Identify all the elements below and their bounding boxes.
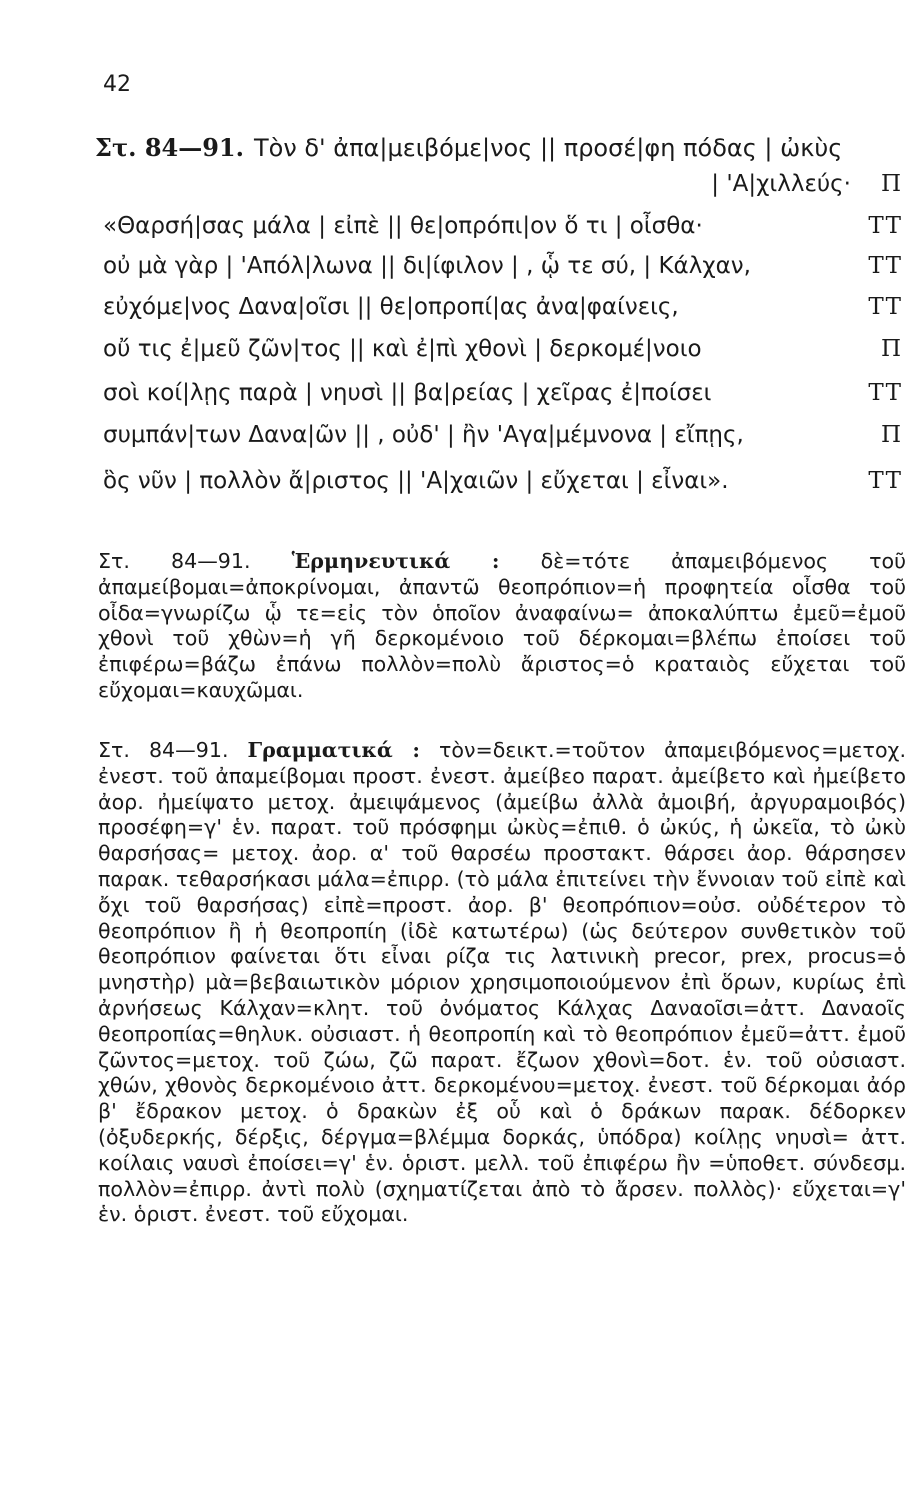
grammatika-label: Στ. 84—91. (98, 738, 229, 762)
hermeneutika-body: δὲ=τότε ἀπαμειβόμενος τοῦ ἀπαμείβομαι=ἀποκρίνομαι, ἀπαντῶ θεοπρόπιον=ἡ προφητεία οἶσθα τοῦ οἶδα=γνωρίζω ᾧ τε=εἰς τὸν ὁποῖον ἀναφαίνω= ἀποκαλύπτω ἐμεῦ=ἐμοῦ χθονὶ τοῦ χθὼν=ἡ γῆ δερκομένοιο τοῦ δέρκομαι=βλέπω ἐποίσει τοῦ ἐπιφέρω=βάζω ἐπάνω πολλὸν=πολὺ ἄριστος=ὁ κραταιὸς εὔχεται τοῦ εὔχομαι=καυχῶμαι. (98, 549, 907, 702)
hermeneutika-section (98, 549, 906, 704)
verse-line (103, 468, 903, 502)
meter-mark: ΤΤ (868, 213, 903, 239)
verse-line (103, 380, 903, 414)
verse-text: οὐ μὰ γὰρ | 'Απόλ|λωνα || δι|ίφιλον | , ᾧ τε σύ, | Κάλχαν, (103, 253, 751, 279)
meter-mark: Π (880, 422, 903, 448)
verse-text: σοὶ κοί|λῃς παρὰ | νηυσὶ || βα|ρείας | χεῖρας ἐ|ποίσει (103, 380, 712, 406)
meter-mark: ΤΤ (868, 380, 903, 406)
meter-mark: ΤΤ (868, 468, 903, 494)
meter-mark: Π (880, 171, 903, 197)
verse-text: εὐχόμε|νος Δανα|οῖσι || θε|οπροπί|ας ἀνα|φαίνεις, (103, 294, 679, 320)
grammatika-body: τὸν=δεικτ.=τοῦτον ἀπαμειβόμενος=μετοχ. ἐνεστ. τοῦ ἀπαμείβομαι προστ. ἐνεστ. ἀμείβεο παρατ. ἀμείβετο καὶ ἠμείβετο ἀορ. ἠμείψατο μετοχ. ἀμειψάμενος (ἀμείβω ἀλλὰ ἀμοιβή, ἀργυραμοιβός) προσέφη=γ' ἑν. παρατ. τοῦ πρόσφημι ὠκὺς=ἐπιθ. ὁ ὠκύς, ἡ ὠκεῖα, τὸ ὠκὺ θαρσήσας= μετοχ. ἀορ. α' τοῦ θαρσέω προστακτ. θάρσει ἀορ. θάρσησεν παρακ. τεθαρσήκασι μάλα=ἐπιρρ. (τὸ μάλα ἐπιτείνει τὴν ἔννοιαν τοῦ εἰπὲ καὶ ὄχι τοῦ θαρσήσας) εἰπὲ=προστ. ἀορ. β' θεοπρόπιον=οὐσ. οὐδέτερον τὸ θεοπρόπιον ἢ ἡ θεοπροπίη (ἰδὲ κατωτέρω) (ὡς δεύτερον συνθετικὸν τοῦ θεοπρόπιον φαίνεται ὅτι εἶναι ρίζα τις λατινικὴ precor, prex, procus=ὁ μνηστὴρ) μὰ=βεβαιωτικὸν μόριον χρησιμοποιούμενον ἐπὶ ὅρων, κυρίως ἐπὶ ἀρνήσεως Κάλχαν=κλητ. τοῦ ὀνόματος Κάλχας Δαναοῖσι=ἀττ. Δαναοῖς θεοπροπίας=θηλυκ. οὐσιαστ. ἡ θεοπροπίη καὶ τὸ θεοπρόπιον ἐμεῦ=ἀττ. ἐμοῦ ζῶντος=μετοχ. τοῦ ζώω, ζῶ παρατ. ἔζωον χθονὶ=δοτ. ἑν. τοῦ οὐσιαστ. χθών, χθονὸς δερκομένοιο ἀττ. δερκομένου=μετοχ. ἐνεστ. τοῦ δέρκομαι ἀόρ β' ἔδρακον μετοχ. ὁ δρακὼν ἐξ οὗ καὶ ὁ δράκων παρακ. δέδορκεν (ὀξυδερκής, δέρξις, δέργμα=βλέμμα δορκάς, ὑπόδρα) κοίλῃς νηυσὶ= ἀττ. κοίλαις ναυσὶ ἐποίσει=γ' ἑν. ὁριστ. μελλ. τοῦ ἐπιφέρω ἢν =ὑποθετ. σύνδεσμ. πολλὸν=ἐπιρρ. ἀντὶ πολὺ (σχηματίζεται ἀπὸ τὸ ἄρσεν. πολλὸς)· εὔχεται=γ' ἑν. ὁριστ. ἐνεστ. τοῦ εὔχομαι. (98, 738, 906, 1227)
verse-line (103, 422, 903, 456)
verse-line (103, 253, 903, 287)
verse-text: ὃς νῦν | πολλὸν ἄ|ριστος || 'Α|χαιῶν | εὔχεται | εἶναι». (103, 468, 729, 494)
heading-label: Στ. 84—91. (95, 133, 244, 162)
grammatika-title: Γραμματικά : (247, 738, 420, 762)
verse-line (103, 213, 903, 247)
verse-text: συμπάν|των Δανα|ῶν || , οὐδ' | ἢν 'Αγα|μέμνονα | εἴπῃς, (103, 422, 744, 448)
verse-text: οὔ τις ἐ|μεῦ ζῶν|τος || καὶ ἐ|πὶ χθονὶ | δερκομέ|νοιο (103, 336, 702, 362)
meter-mark: ΤΤ (868, 294, 903, 320)
passage-heading (95, 133, 842, 162)
verse-line (103, 336, 903, 370)
verse-text: | 'Α|χιλλεύς· (711, 171, 851, 197)
verse-line (103, 294, 903, 328)
verse-text: «Θαρσή|σας μάλα | εἰπὲ || θε|οπρόπι|ον ὅ τι | οἶσθα· (103, 213, 703, 239)
verse-line (103, 171, 903, 205)
grammatika-section (98, 738, 906, 1228)
hermeneutika-label: Στ. 84—91. (98, 549, 251, 573)
hermeneutika-title: Ἑρμηνευτικά : (291, 549, 500, 573)
meter-mark: ΤΤ (868, 253, 903, 279)
page-number: 42 (103, 72, 131, 97)
meter-mark: Π (880, 336, 903, 362)
heading-verse: Τὸν δ' ἀπα|μειβόμε|νος || προσέ|φη πόδας | ὠκὺς (253, 134, 843, 162)
